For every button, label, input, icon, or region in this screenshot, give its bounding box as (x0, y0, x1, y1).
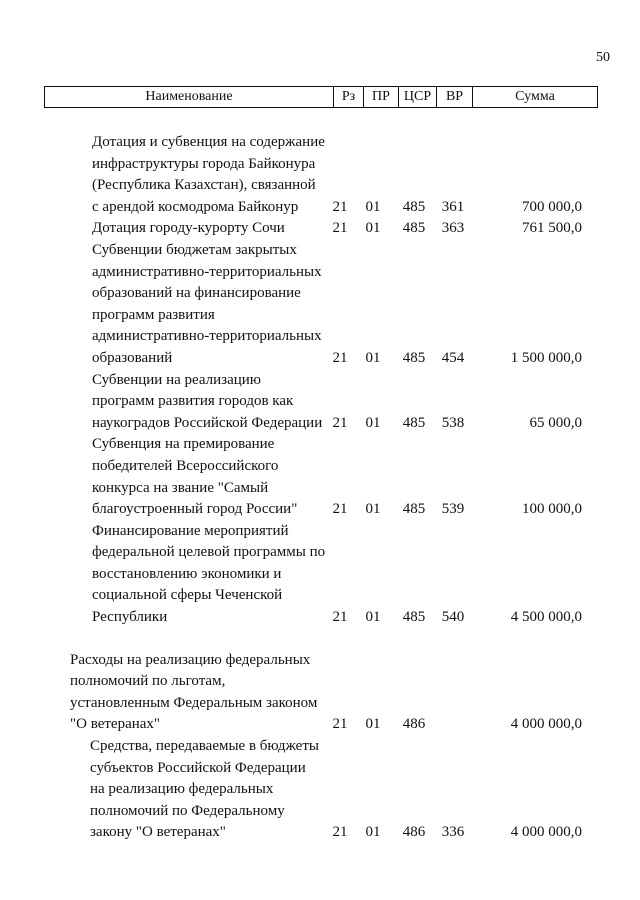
row-vr: 454 (441, 349, 465, 366)
row-vr: 539 (441, 501, 465, 518)
header-vr: ВР (437, 87, 473, 107)
row-rz: 21 (332, 609, 348, 626)
table-row (0, 521, 640, 629)
row-pr: 01 (365, 824, 381, 841)
row-name: Дотация и субвенция на содержание инфраструктуры города Байконура (Республика Казахстан), связанной с арендой космодрома Байконур (92, 134, 325, 215)
row-pr: 01 (365, 716, 381, 733)
row-csr: 485 (402, 198, 426, 215)
row-csr: 485 (402, 501, 426, 518)
table-row (0, 218, 640, 240)
row-sum: 700 000,0 (522, 198, 582, 215)
row-name: Расходы на реализацию федеральных полномочий по льготам, установленным Федеральным законом "О ветеранах" (70, 651, 318, 733)
row-name: Финансирование мероприятий федеральной целевой программы по восстановлению экономики и социальной сферы Чеченской Республики (92, 522, 326, 626)
row-rz: 21 (332, 716, 348, 733)
row-vr: 540 (441, 609, 465, 626)
row-pr: 01 (365, 198, 381, 215)
row-name: Средства, передаваемые в бюджеты субъектов Российской Федерации на реализацию федеральных полномочий по Федеральному закону "О ветеранах" (90, 738, 319, 841)
table-row (0, 434, 640, 520)
row-sum: 1 500 000,0 (510, 349, 582, 366)
row-csr: 486 (402, 716, 426, 733)
header-sum: Сумма (515, 89, 555, 104)
row-sum: 65 000,0 (529, 414, 582, 431)
row-pr: 01 (365, 414, 381, 431)
row-name: Субвенции бюджетам закрытых административно-территориальных образований на финансирование программ развития административно-территориальных образований (92, 241, 322, 366)
row-sum: 4 500 000,0 (510, 609, 582, 626)
table-row (0, 370, 640, 435)
table-row (0, 240, 640, 370)
row-csr: 485 (402, 220, 426, 237)
row-vr: 538 (441, 414, 465, 431)
row-csr: 485 (402, 414, 426, 431)
row-csr: 485 (402, 349, 426, 366)
row-vr: 336 (441, 824, 465, 841)
row-sum: 4 000 000,0 (510, 824, 582, 841)
row-name: Субвенция на премирование победителей Всероссийского конкурса на звание "Самый благоустроенный город России" (92, 436, 298, 518)
table-row (0, 650, 640, 736)
table-body (0, 132, 640, 844)
row-rz: 21 (332, 198, 348, 215)
row-pr: 01 (365, 349, 381, 366)
row-name: Дотация городу-курорту Сочи (92, 220, 285, 237)
table-row (0, 132, 640, 218)
row-vr: 361 (441, 198, 465, 215)
table-row (0, 736, 640, 844)
row-name: Субвенции на реализацию программ развития городов как наукоградов Российской Федерации (92, 371, 323, 431)
row-pr: 01 (365, 609, 381, 626)
header-pr: ПР (364, 87, 399, 107)
row-sum: 761 500,0 (522, 220, 582, 237)
row-pr: 01 (365, 220, 381, 237)
header-rz: Рз (334, 87, 364, 107)
header-name: Наименование (45, 87, 334, 107)
row-csr: 485 (402, 609, 426, 626)
row-rz: 21 (332, 414, 348, 431)
row-rz: 21 (332, 501, 348, 518)
page-number: 50 (596, 50, 610, 65)
row-pr: 01 (365, 501, 381, 518)
row-rz: 21 (332, 349, 348, 366)
row-rz: 21 (332, 824, 348, 841)
row-vr: 363 (441, 220, 465, 237)
table-header (44, 86, 598, 108)
row-sum: 4 000 000,0 (510, 716, 582, 733)
row-sum: 100 000,0 (522, 501, 582, 518)
row-rz: 21 (332, 220, 348, 237)
header-csr: ЦСР (399, 87, 437, 107)
row-csr: 486 (402, 824, 426, 841)
